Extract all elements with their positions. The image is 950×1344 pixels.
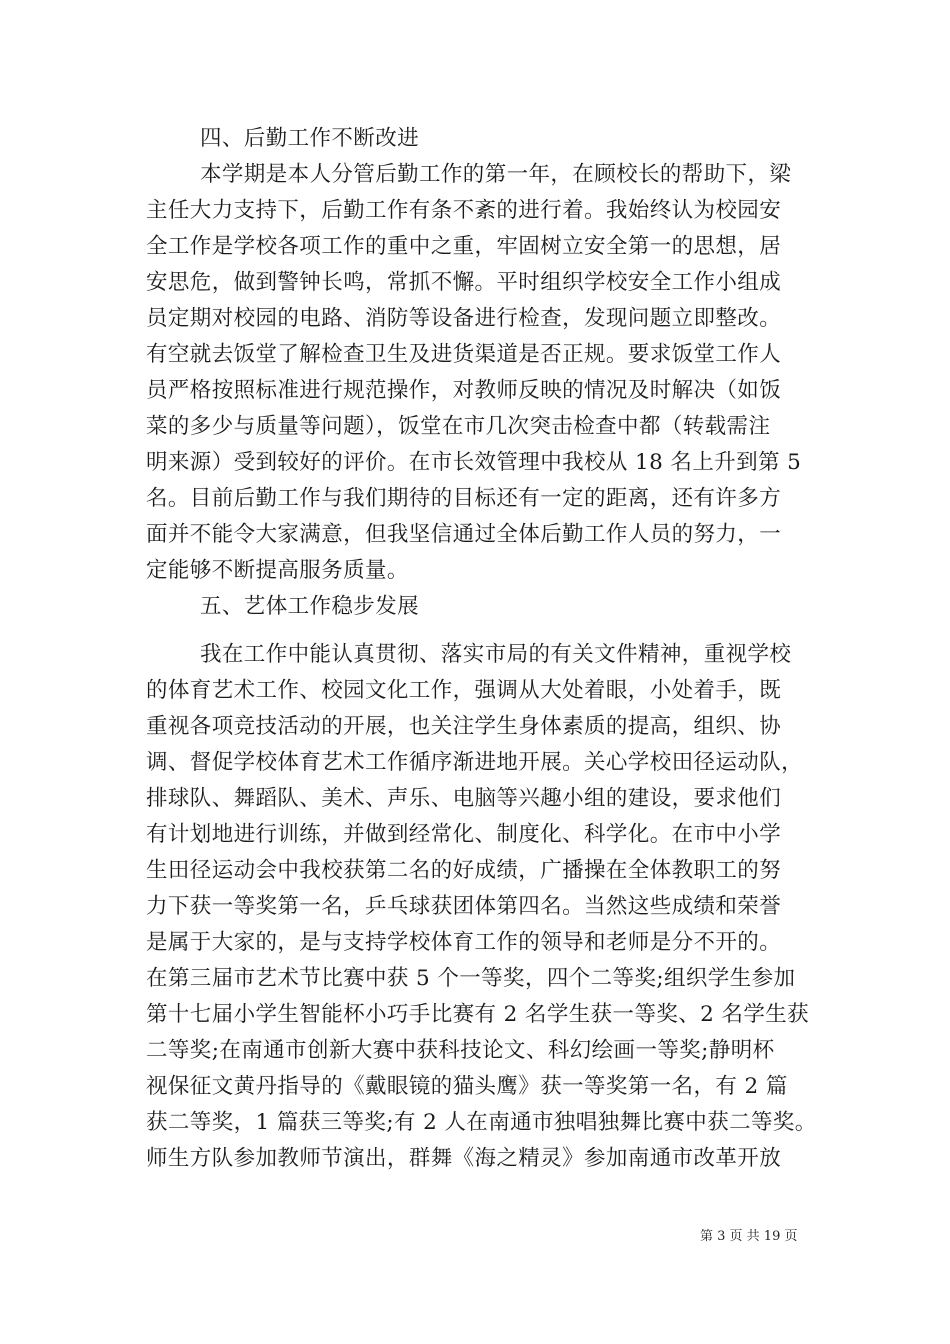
- paragraph-line: 师生方队参加教师节演出，群舞《海之精灵》参加南通市改革开放: [146, 1146, 782, 1171]
- paragraph-line: 生田径运动会中我校获第二名的好成绩，广播操在全体教职工的努: [146, 858, 782, 883]
- paragraph-line: 定能够不断提高服务质量。: [146, 558, 409, 583]
- paragraph-line: 主任大力支持下，后勤工作有条不紊的进行着。我始终认为校园安: [146, 198, 782, 223]
- section-heading-arts-sports: 五、艺体工作稳步发展: [200, 594, 420, 619]
- paragraph-line: 名。目前后勤工作与我们期待的目标还有一定的距离，还有许多方: [146, 486, 782, 511]
- paragraph-line: 获二等奖，1 篇获三等奖;有 2 人在南通市独唱独舞比赛中获二等奖。: [146, 1110, 817, 1135]
- paragraph-line: 二等奖;在南通市创新大赛中获科技论文、科幻绘画一等奖;静明杯: [146, 1038, 775, 1063]
- paragraph-line: 力下获一等奖第一名，乒乓球获团体第四名。当然这些成绩和荣誉: [146, 894, 782, 919]
- paragraph-line: 员严格按照标准进行规范操作，对教师反映的情况及时解决（如饭: [146, 378, 782, 403]
- paragraph-line: 面并不能令大家满意，但我坚信通过全体后勤工作人员的努力，一: [146, 522, 782, 547]
- paragraph-line: 调、督促学校体育艺术工作循序渐进地开展。关心学校田径运动队，: [146, 750, 804, 775]
- paragraph-line: 有计划地进行训练，并做到经常化、制度化、科学化。在市中小学: [146, 822, 782, 847]
- paragraph-line: 的体育艺术工作、校园文化工作，强调从大处着眼，小处着手，既: [146, 678, 782, 703]
- section-heading-logistics: 四、后勤工作不断改进: [200, 126, 420, 151]
- paragraph-line: 重视各项竞技活动的开展，也关注学生身体素质的提高，组织、协: [146, 714, 782, 739]
- paragraph-line: 有空就去饭堂了解检查卫生及进货渠道是否正规。要求饭堂工作人: [146, 342, 782, 367]
- paragraph-line: 排球队、舞蹈队、美术、声乐、电脑等兴趣小组的建设，要求他们: [146, 786, 782, 811]
- paragraph-line: 全工作是学校各项工作的重中之重，牢固树立安全第一的思想，居: [146, 234, 782, 259]
- page-number-footer: 第 3 页 共 19 页: [700, 1229, 798, 1244]
- paragraph-line: 安思危，做到警钟长鸣，常抓不懈。平时组织学校安全工作小组成: [146, 270, 782, 295]
- paragraph-line: 视保征文黄丹指导的《戴眼镜的猫头鹰》获一等奖第一名，有 2 篇: [146, 1074, 788, 1099]
- paragraph-line: 本学期是本人分管后勤工作的第一年，在顾校长的帮助下，梁: [200, 162, 792, 187]
- paragraph-line: 我在工作中能认真贯彻、落实市局的有关文件精神，重视学校: [200, 642, 792, 667]
- paragraph-line: 明来源）受到较好的评价。在市长效管理中我校从 18 名上升到第 5: [146, 450, 802, 475]
- paragraph-line: 菜的多少与质量等问题），饭堂在市几次突击检查中都（转载需注: [146, 414, 771, 439]
- paragraph-line: 第十七届小学生智能杯小巧手比赛有 2 名学生获一等奖、2 名学生获: [146, 1002, 810, 1027]
- paragraph-line: 是属于大家的，是与支持学校体育工作的领导和老师是分不开的。: [146, 930, 782, 955]
- paragraph-line: 员定期对校园的电路、消防等设备进行检查，发现问题立即整改。: [146, 306, 782, 331]
- paragraph-line: 在第三届市艺术节比赛中获 5 个一等奖，四个二等奖;组织学生参加: [146, 966, 796, 991]
